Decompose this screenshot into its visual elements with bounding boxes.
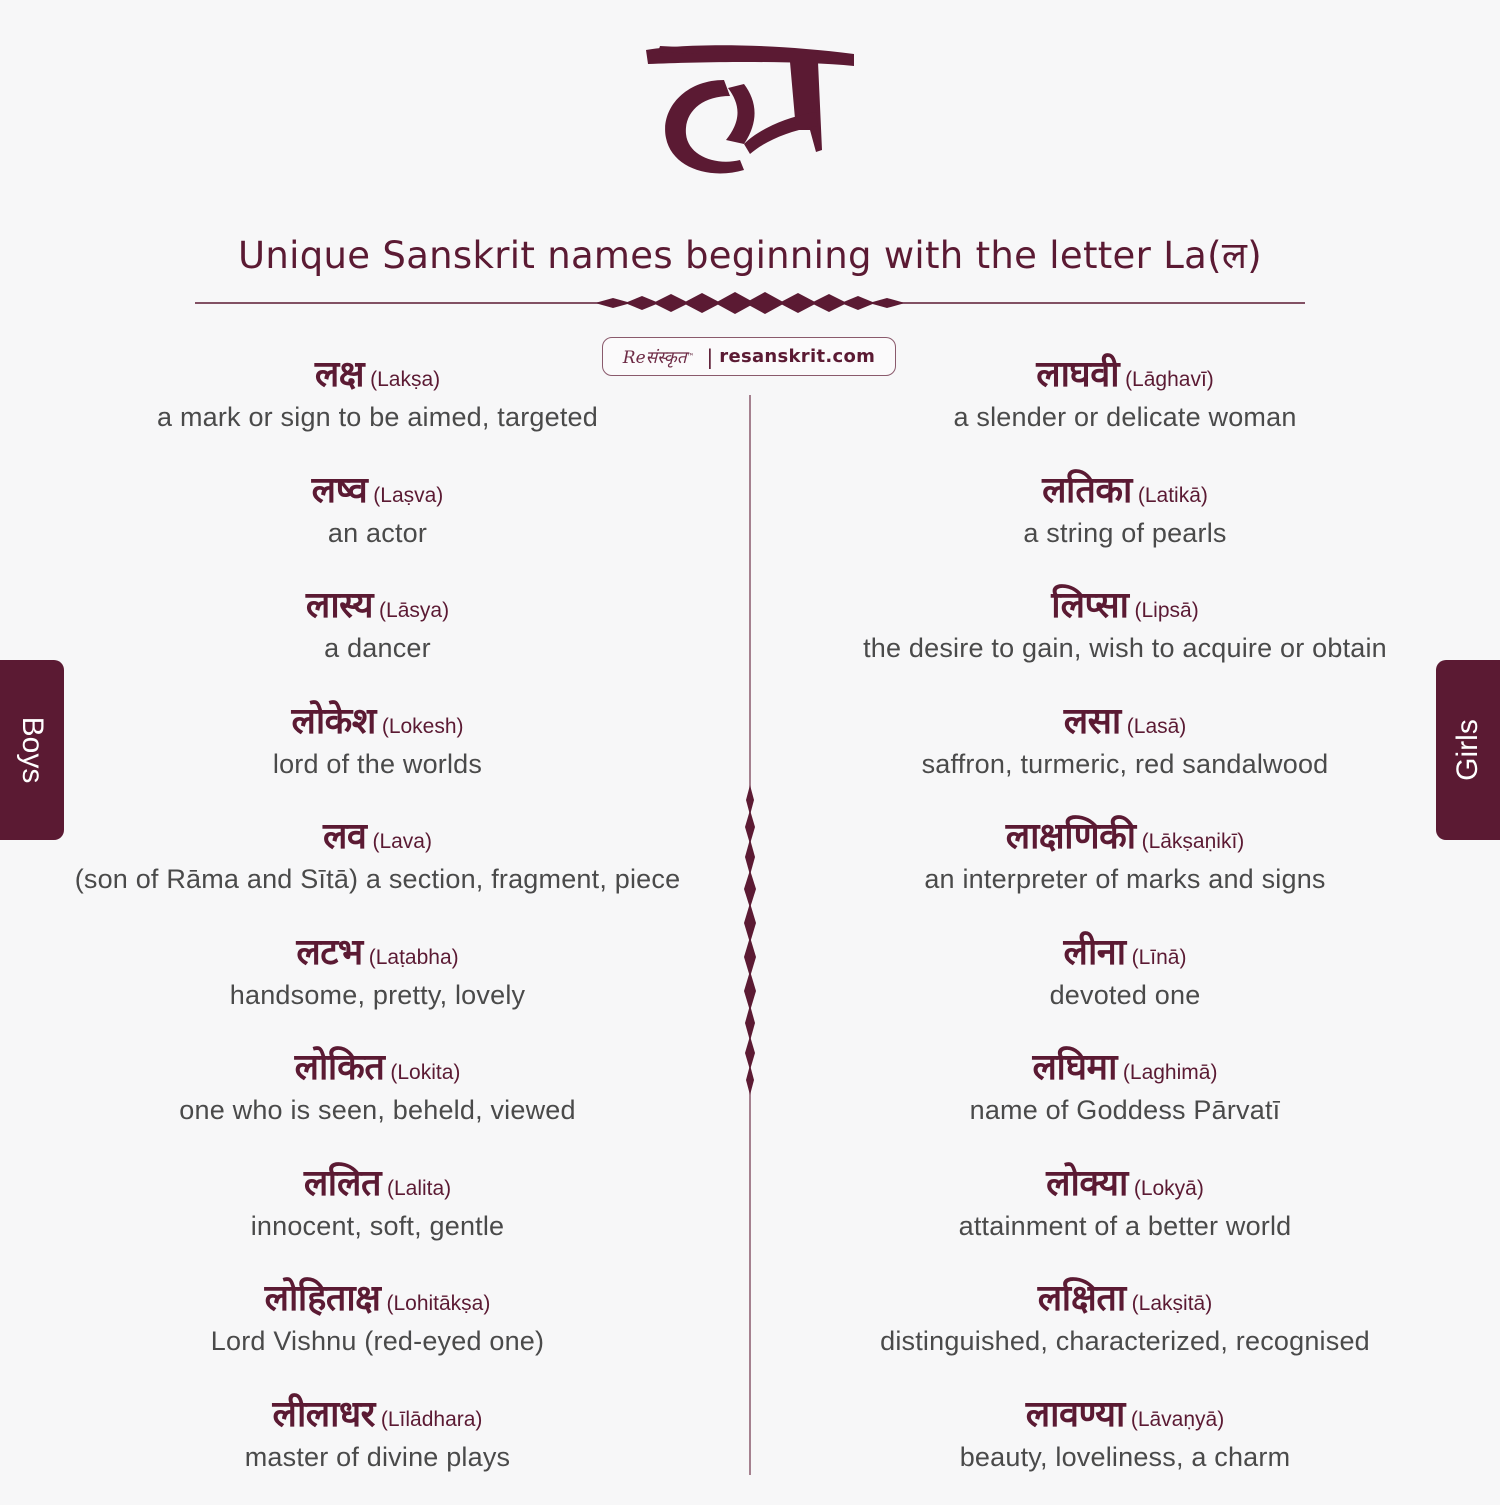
devanagari-name: लव — [323, 816, 366, 857]
devanagari-name: लटभ — [296, 932, 362, 973]
name-heading — [40, 1390, 715, 1440]
brand-logo: Reसंस्कृत — [623, 345, 687, 368]
transliteration: (Lakṣa) — [370, 368, 440, 391]
transliteration: (Lāsya) — [379, 599, 449, 622]
brand-site-link[interactable]: resanskrit.com — [719, 346, 875, 367]
transliteration: (Lakṣitā) — [1132, 1292, 1213, 1315]
transliteration: (Lokita) — [390, 1061, 460, 1084]
name-meaning: an interpreter of marks and signs — [790, 862, 1460, 896]
hero-letter-la — [640, 20, 860, 200]
devanagari-name: लष्व — [312, 470, 368, 511]
transliteration: (Lākṣaṇikī) — [1142, 830, 1245, 853]
name-meaning: a mark or sign to be aimed, targeted — [40, 400, 715, 434]
devanagari-name: लाक्षणिकी — [1006, 816, 1136, 857]
girls-name-list — [790, 350, 1460, 1505]
name-heading — [790, 466, 1460, 516]
transliteration: (Latikā) — [1138, 484, 1208, 507]
name-meaning: (son of Rāma and Sītā) a section, fragment, piece — [40, 862, 715, 896]
name-meaning: name of Goddess Pārvatī — [790, 1093, 1460, 1127]
name-heading — [790, 1274, 1460, 1324]
name-heading — [40, 581, 715, 631]
girls-name-entry — [790, 466, 1460, 582]
boys-name-entry — [40, 928, 715, 1044]
name-meaning: beauty, loveliness, a charm — [790, 1440, 1460, 1474]
name-heading — [40, 812, 715, 862]
devanagari-name: लीना — [1064, 932, 1126, 973]
girls-name-entry — [790, 1274, 1460, 1390]
transliteration: (Lokesh) — [382, 715, 464, 738]
transliteration: (Lalita) — [387, 1177, 451, 1200]
title-divider-ornament — [195, 288, 1305, 318]
name-meaning: one who is seen, beheld, viewed — [40, 1093, 715, 1127]
devanagari-name: लघिमा — [1033, 1047, 1117, 1088]
name-heading — [790, 581, 1460, 631]
devanagari-name: लाघवी — [1036, 354, 1119, 395]
transliteration: (Laṣva) — [373, 484, 443, 507]
name-heading — [790, 1390, 1460, 1440]
name-meaning: a dancer — [40, 631, 715, 665]
name-heading — [790, 812, 1460, 862]
girls-name-entry — [790, 697, 1460, 813]
page-title: Unique Sanskrit names beginning with the letter La(ल) — [0, 228, 1500, 279]
girls-name-entry — [790, 928, 1460, 1044]
brand-separator: | — [707, 345, 714, 369]
name-meaning: saffron, turmeric, red sandalwood — [790, 747, 1460, 781]
devanagari-name: लसा — [1064, 701, 1121, 742]
boys-name-entry — [40, 1274, 715, 1390]
transliteration: (Laghimā) — [1123, 1061, 1218, 1084]
center-divider — [735, 395, 765, 1475]
name-meaning: an actor — [40, 516, 715, 550]
name-meaning: devoted one — [790, 978, 1460, 1012]
name-meaning: master of divine plays — [40, 1440, 715, 1474]
name-heading — [40, 697, 715, 747]
devanagari-name: लोकेश — [291, 701, 375, 742]
boys-name-entry — [40, 697, 715, 813]
devanagari-name: लावण्या — [1026, 1394, 1125, 1435]
name-meaning: lord of the worlds — [40, 747, 715, 781]
girls-name-entry — [790, 812, 1460, 928]
boys-name-entry — [40, 1043, 715, 1159]
name-heading — [40, 1159, 715, 1209]
girls-name-entry — [790, 1159, 1460, 1275]
girls-name-entry — [790, 581, 1460, 697]
trademark-symbol: ™ — [687, 352, 695, 361]
devanagari-name: लीलाधर — [273, 1394, 375, 1435]
transliteration: (Līlādhara) — [381, 1408, 483, 1431]
name-heading — [790, 350, 1460, 400]
name-meaning: Lord Vishnu (red-eyed one) — [40, 1324, 715, 1358]
girls-tab[interactable] — [1436, 660, 1500, 840]
devanagari-name: लोकित — [295, 1047, 385, 1088]
transliteration: (Lokyā) — [1134, 1177, 1204, 1200]
devanagari-name: लिप्सा — [1051, 585, 1128, 626]
name-meaning: handsome, pretty, lovely — [40, 978, 715, 1012]
boys-name-entry — [40, 812, 715, 928]
name-heading — [790, 697, 1460, 747]
transliteration: (Līnā) — [1132, 946, 1187, 969]
transliteration: (Lāghavī) — [1125, 368, 1214, 391]
transliteration: (Lava) — [372, 830, 432, 853]
devanagari-name: लोहिताक्ष — [265, 1278, 381, 1319]
name-heading — [40, 350, 715, 400]
girls-name-entry — [790, 1390, 1460, 1505]
name-heading — [40, 466, 715, 516]
transliteration: (Lāvaṇyā) — [1131, 1408, 1224, 1431]
boys-name-entry — [40, 1159, 715, 1275]
devanagari-name: लक्षिता — [1038, 1278, 1126, 1319]
name-heading — [790, 928, 1460, 978]
transliteration: (Lasā) — [1127, 715, 1187, 738]
boys-tab-label: Boys — [15, 717, 49, 784]
name-meaning: innocent, soft, gentle — [40, 1209, 715, 1243]
transliteration: (Laṭabha) — [369, 946, 459, 969]
name-meaning: a slender or delicate woman — [790, 400, 1460, 434]
boys-name-entry — [40, 350, 715, 466]
name-heading — [40, 1043, 715, 1093]
name-heading — [40, 1274, 715, 1324]
name-meaning: attainment of a better world — [790, 1209, 1460, 1243]
devanagari-name: लोक्या — [1046, 1163, 1128, 1204]
devanagari-name: लक्ष — [315, 354, 364, 395]
girls-tab-label: Girls — [1451, 719, 1485, 781]
name-heading — [40, 928, 715, 978]
name-heading — [790, 1043, 1460, 1093]
girls-name-entry — [790, 350, 1460, 466]
girls-name-entry — [790, 1043, 1460, 1159]
devanagari-name: लास्य — [306, 585, 373, 626]
transliteration: (Lohitākṣa) — [386, 1292, 490, 1315]
name-meaning: distinguished, characterized, recognised — [790, 1324, 1460, 1358]
boys-name-entry — [40, 581, 715, 697]
transliteration: (Lipsā) — [1135, 599, 1199, 622]
boys-tab[interactable] — [0, 660, 64, 840]
boys-name-entry — [40, 1390, 715, 1505]
boys-name-entry — [40, 466, 715, 582]
name-meaning: a string of pearls — [790, 516, 1460, 550]
name-meaning: the desire to gain, wish to acquire or obtain — [790, 631, 1460, 665]
devanagari-name: ललित — [304, 1163, 381, 1204]
name-heading — [790, 1159, 1460, 1209]
boys-name-list — [40, 350, 715, 1505]
devanagari-name: लतिका — [1042, 470, 1132, 511]
